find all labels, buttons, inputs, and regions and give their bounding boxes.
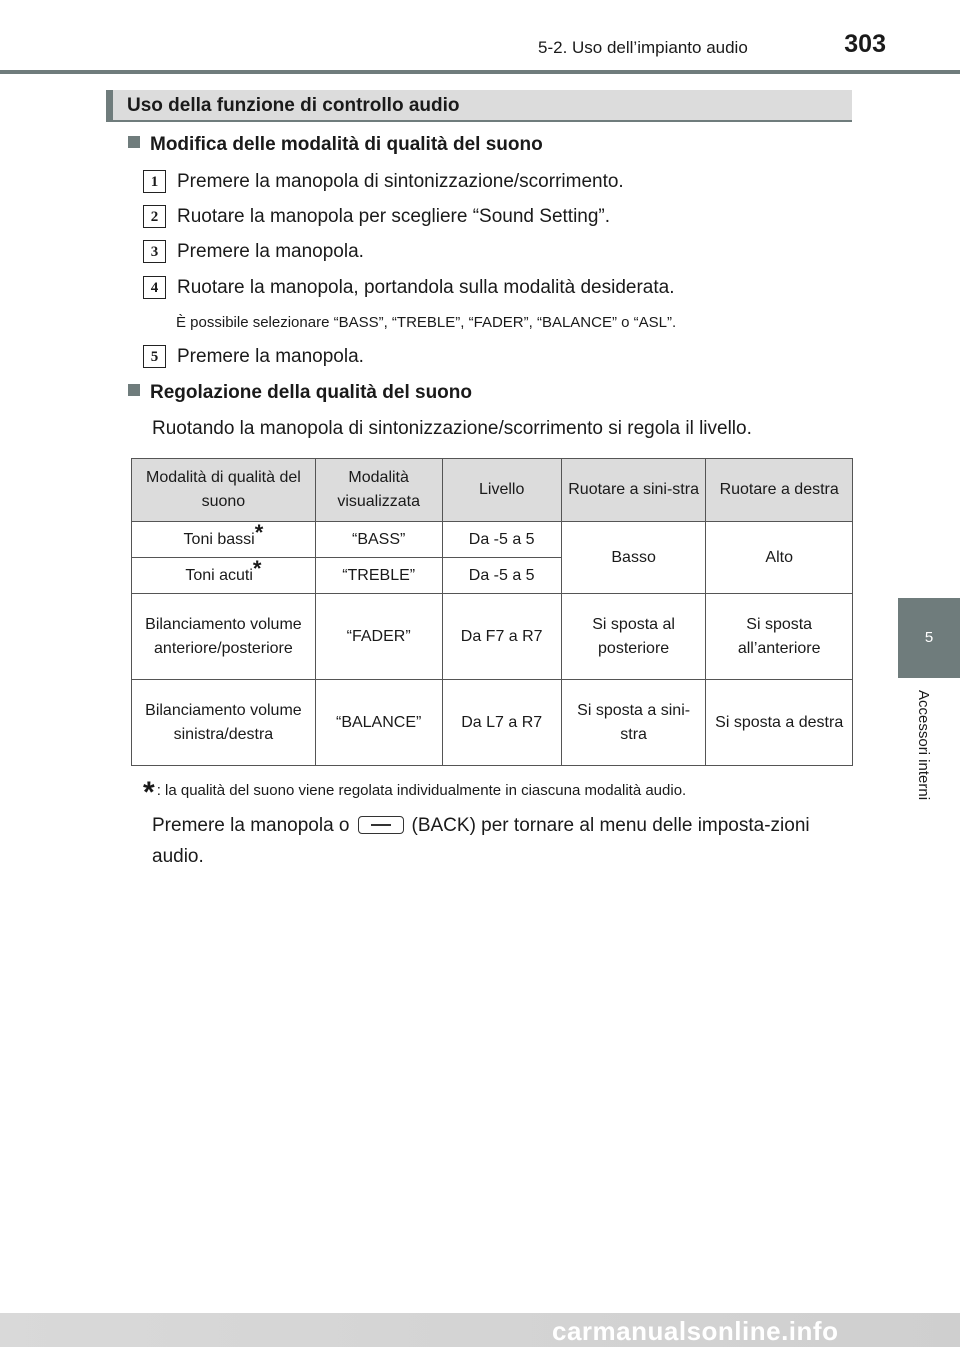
step-number: 2 <box>143 205 166 228</box>
table-cell-display: “BALANCE” <box>315 680 442 766</box>
table-row <box>132 680 853 766</box>
step-number: 4 <box>143 276 166 299</box>
step-text: Premere la manopola di sintonizzazione/scorrimento. <box>177 171 624 192</box>
page-number: 303 <box>844 30 886 58</box>
footnote-text: : la qualità del suono viene regolata individualmente in ciascuna modalità audio. <box>156 782 687 799</box>
asterisk-mark: * <box>254 519 264 545</box>
sound-quality-table <box>131 458 853 766</box>
back-paragraph <box>152 810 852 872</box>
adjust-heading <box>128 382 472 404</box>
table-cell-mode: Toni bassi* <box>132 522 316 558</box>
back-paragraph-after: (BACK) per tornare al menu delle imposta-zioni audio. <box>152 815 810 867</box>
table-cell-right: Si sposta a destra <box>706 680 853 766</box>
table-cell-mode: Toni acuti* <box>132 558 316 594</box>
table-cell-level: Da -5 a 5 <box>442 558 561 594</box>
step-text: Premere la manopola. <box>177 346 364 367</box>
table-cell-right: Alto <box>706 522 853 594</box>
chapter-tab: 5 <box>898 598 960 678</box>
footnote-marker: * <box>143 776 155 809</box>
table-cell-mode: Bilanciamento volume anteriore/posteriore <box>132 594 316 680</box>
header-section-ref: 5-2. Uso dell’impianto audio <box>538 38 748 57</box>
watermark-text: carmanualsonline.info <box>552 1316 839 1346</box>
section-title-bar <box>106 90 852 122</box>
table-cell-display: “BASS” <box>315 522 442 558</box>
step-text: Ruotare la manopola per scegliere “Sound Setting”. <box>177 206 611 227</box>
back-button-icon <box>358 816 404 834</box>
table-header-cell: Ruotare a destra <box>706 459 853 522</box>
table-cell-display: “TREBLE” <box>315 558 442 594</box>
table-cell-left: Si sposta a sini-stra <box>561 680 706 766</box>
table-cell-level: Da L7 a R7 <box>442 680 561 766</box>
watermark-bar <box>0 1313 960 1347</box>
step-number: 3 <box>143 240 166 263</box>
table-cell-level: Da F7 a R7 <box>442 594 561 680</box>
table-cell-right: Si sposta all’anteriore <box>706 594 853 680</box>
table-header-row <box>132 459 853 522</box>
table-row <box>132 594 853 680</box>
header-rule <box>0 70 960 74</box>
asterisk-mark: * <box>252 555 262 581</box>
footnote <box>143 776 686 810</box>
table-cell-level: Da -5 a 5 <box>442 522 561 558</box>
table-row <box>132 522 853 558</box>
chapter-title: Accessori interni <box>915 690 932 801</box>
bullet-square-icon <box>128 136 140 148</box>
table-header-cell: Modalità di qualità del suono <box>132 459 316 522</box>
table-cell-left: Basso <box>561 522 706 594</box>
step-number: 1 <box>143 170 166 193</box>
step-text: Ruotare la manopola, portandola sulla modalità desiderata. <box>177 277 675 298</box>
table-header-cell: Livello <box>442 459 561 522</box>
adjust-heading-text: Regolazione della qualità del suono <box>150 382 472 403</box>
modes-note: È possibile selezionare “BASS”, “TREBLE”, “FADER”, “BALANCE” o “ASL”. <box>176 314 677 331</box>
bullet-square-icon <box>128 384 140 396</box>
back-paragraph-before: Premere la manopola o <box>152 815 350 836</box>
table-header-cell: Ruotare a sini-stra <box>561 459 706 522</box>
table-header-cell: Modalità visualizzata <box>315 459 442 522</box>
section-title: Uso della funzione di controllo audio <box>127 95 460 116</box>
modes-heading-text: Modifica delle modalità di qualità del suono <box>150 134 543 155</box>
table-cell-display: “FADER” <box>315 594 442 680</box>
step-number: 5 <box>143 345 166 368</box>
table-cell-left: Si sposta al posteriore <box>561 594 706 680</box>
table-cell-mode: Bilanciamento volume sinistra/destra <box>132 680 316 766</box>
modes-heading <box>128 134 543 156</box>
adjust-intro: Ruotando la manopola di sintonizzazione/scorrimento si regola il livello. <box>152 418 752 439</box>
step-text: Premere la manopola. <box>177 241 364 262</box>
